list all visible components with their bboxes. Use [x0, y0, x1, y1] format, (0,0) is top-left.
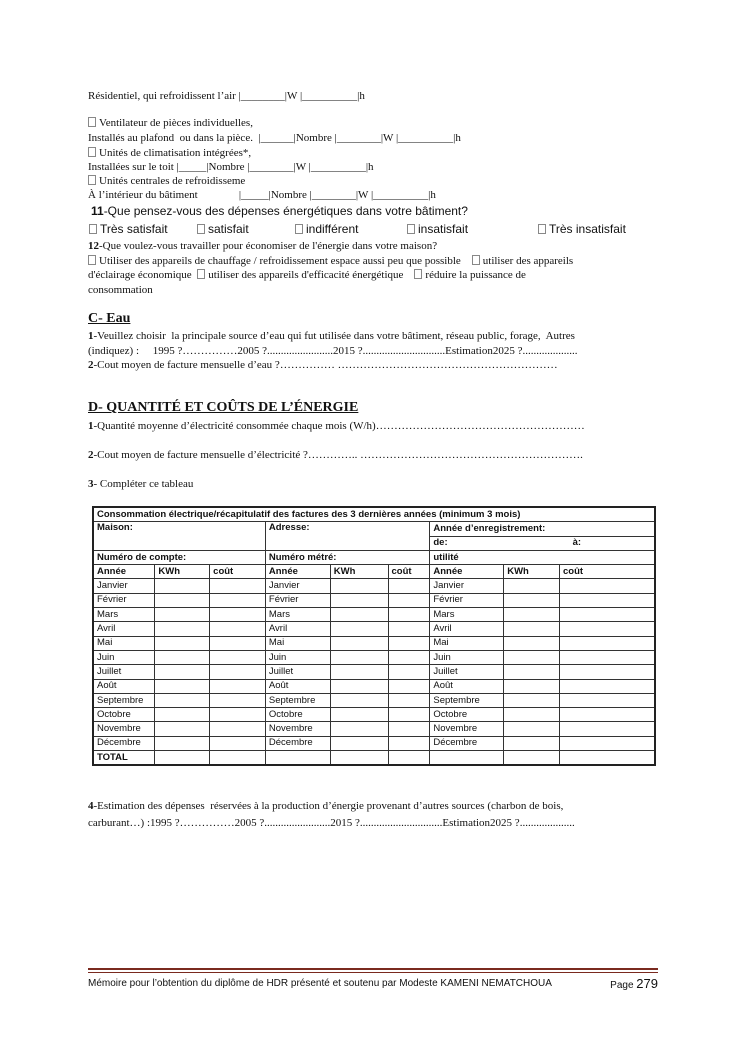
- month-cell: Janvier: [93, 579, 155, 593]
- input-cell[interactable]: [330, 736, 388, 750]
- input-cell[interactable]: [388, 579, 430, 593]
- input-cell[interactable]: [504, 636, 560, 650]
- input-cell[interactable]: [155, 622, 210, 636]
- ac-option[interactable]: Unités de climatisation intégrées*,: [88, 147, 251, 160]
- input-cell[interactable]: [210, 736, 266, 750]
- checkbox[interactable]: [295, 224, 303, 234]
- section-c-title: C- Eau: [88, 311, 131, 326]
- central-option[interactable]: Unités centrales de refroidisseme: [88, 175, 245, 188]
- input-cell[interactable]: [155, 579, 210, 593]
- q11-option-insatisfait[interactable]: insatisfait: [407, 222, 468, 236]
- annee-enregistrement-cell: Année d’enregistrement:: [430, 522, 655, 536]
- month-cell: Octobre: [265, 708, 330, 722]
- month-cell: Août: [430, 679, 504, 693]
- column-header: Année: [265, 565, 330, 579]
- fan-detail: Installés au plafond ou dans la pièce. |______|Nombre |________|W |__________|h: [88, 132, 461, 144]
- checkbox[interactable]: [414, 269, 422, 279]
- input-cell[interactable]: [265, 751, 330, 766]
- input-cell[interactable]: [504, 622, 560, 636]
- fan-option[interactable]: Ventilateur de pièces individuelles,: [88, 117, 253, 130]
- input-cell[interactable]: [155, 722, 210, 736]
- checkbox[interactable]: [197, 224, 205, 234]
- input-cell[interactable]: [155, 608, 210, 622]
- month-cell: Avril: [93, 622, 155, 636]
- q11-option-satisfait[interactable]: satisfait: [197, 222, 249, 236]
- input-cell[interactable]: [504, 693, 560, 707]
- column-header: Année: [430, 565, 504, 579]
- month-cell: Août: [93, 679, 155, 693]
- input-cell[interactable]: [559, 636, 655, 650]
- month-cell: Novembre: [265, 722, 330, 736]
- q12-line3: consommation: [88, 284, 153, 296]
- month-cell: Mai: [430, 636, 504, 650]
- cooling-line: Résidentiel, qui refroidissent l’air |________|W |__________|h: [88, 90, 365, 102]
- input-cell[interactable]: [330, 693, 388, 707]
- month-cell: Juillet: [430, 665, 504, 679]
- checkbox[interactable]: [88, 117, 96, 127]
- input-cell[interactable]: [504, 708, 560, 722]
- input-cell[interactable]: [210, 679, 266, 693]
- input-cell[interactable]: [155, 679, 210, 693]
- table-row: [93, 679, 655, 693]
- input-cell[interactable]: [388, 622, 430, 636]
- de-a-cell: de: à:: [430, 536, 655, 550]
- month-cell: Décembre: [430, 736, 504, 750]
- question-11: 11-Que pensez-vous des dépenses énergétiques dans votre bâtiment?: [91, 204, 468, 218]
- input-cell[interactable]: [504, 593, 560, 607]
- input-cell[interactable]: [388, 679, 430, 693]
- month-cell: Avril: [430, 622, 504, 636]
- q12-line1: Utiliser des appareils de chauffage / refroidissement espace aussi peu que possible utiliser des appareils: [88, 255, 573, 268]
- month-cell: Avril: [265, 622, 330, 636]
- input-cell[interactable]: [330, 679, 388, 693]
- input-cell[interactable]: [155, 636, 210, 650]
- month-cell: Novembre: [430, 722, 504, 736]
- table-row: [93, 650, 655, 664]
- input-cell[interactable]: [504, 751, 560, 766]
- month-cell: Janvier: [430, 579, 504, 593]
- input-cell[interactable]: [504, 736, 560, 750]
- section-d-title: D- QUANTITÉ ET COÛTS DE L’ÉNERGIE: [88, 400, 359, 415]
- q12-line2: d'éclairage économique utiliser des appareils d'efficacité énergétique réduire la puissance de: [88, 269, 526, 281]
- section-c-q1-line2: (indiquez) : 1995 ?……………2005 ?........................2015 ?..............................Estimation2025 ?....................: [88, 345, 578, 357]
- input-cell[interactable]: [559, 665, 655, 679]
- checkbox[interactable]: [197, 269, 205, 279]
- month-cell: Février: [93, 593, 155, 607]
- column-header: coût: [210, 565, 266, 579]
- month-cell: Mars: [265, 608, 330, 622]
- checkbox[interactable]: [89, 224, 97, 234]
- input-cell[interactable]: [388, 650, 430, 664]
- q11-option-indifferent[interactable]: indifférent: [295, 222, 358, 236]
- input-cell[interactable]: [504, 579, 560, 593]
- input-cell[interactable]: [155, 693, 210, 707]
- input-cell[interactable]: [430, 751, 504, 766]
- section-c-q1: 1-Veuillez choisir la principale source d’eau qui fut utilisée dans votre bâtiment, réseau public, forage, Autres: [88, 330, 575, 342]
- column-header: Année: [93, 565, 155, 579]
- input-cell[interactable]: [388, 722, 430, 736]
- input-cell[interactable]: [210, 708, 266, 722]
- input-cell[interactable]: [330, 708, 388, 722]
- input-cell[interactable]: [388, 665, 430, 679]
- table-title: Consommation électrique/récapitulatif des factures des 3 dernières années (minimum 3 mois): [93, 507, 655, 522]
- input-cell[interactable]: [155, 751, 210, 766]
- input-cell[interactable]: [388, 736, 430, 750]
- month-cell: Octobre: [93, 708, 155, 722]
- month-cell: Septembre: [265, 693, 330, 707]
- column-header: KWh: [504, 565, 560, 579]
- input-cell[interactable]: [504, 608, 560, 622]
- question-12: 12-Que voulez-vous travailler pour économiser de l'énergie dans votre maison?: [88, 240, 438, 252]
- input-cell[interactable]: [504, 665, 560, 679]
- checkbox[interactable]: [88, 147, 96, 157]
- section-d-q2: 2-Cout moyen de facture mensuelle d’électricité ?………….. …………………………………………………….: [88, 449, 583, 461]
- input-cell[interactable]: [330, 593, 388, 607]
- month-cell: Juin: [265, 650, 330, 664]
- input-cell[interactable]: [504, 650, 560, 664]
- checkbox[interactable]: [538, 224, 546, 234]
- input-cell[interactable]: [330, 636, 388, 650]
- month-cell: Février: [265, 593, 330, 607]
- adresse-cell: Adresse:: [265, 522, 429, 551]
- input-cell[interactable]: [155, 593, 210, 607]
- input-cell[interactable]: [559, 650, 655, 664]
- section-c-q2: 2-Cout moyen de facture mensuelle d’eau ?…………… ……………………………………………………: [88, 359, 558, 371]
- section-d-q4: 4-Estimation des dépenses réservées à la production d’énergie provenant d’autres sources (charbon de bois,: [88, 800, 564, 812]
- ac-detail: Installées sur le toit |_____|Nombre |________|W |__________|h: [88, 161, 374, 173]
- input-cell[interactable]: [210, 608, 266, 622]
- input-cell[interactable]: [388, 608, 430, 622]
- input-cell[interactable]: [559, 608, 655, 622]
- input-cell[interactable]: [388, 708, 430, 722]
- q11-option-tres-satisfait[interactable]: Très satisfait: [89, 222, 168, 236]
- numero-compte-cell: Numéro de compte:: [93, 550, 265, 564]
- input-cell[interactable]: [559, 679, 655, 693]
- month-cell: Mai: [265, 636, 330, 650]
- input-cell[interactable]: [210, 693, 266, 707]
- input-cell[interactable]: [388, 693, 430, 707]
- column-header: coût: [559, 565, 655, 579]
- table-row: [93, 736, 655, 750]
- column-header: coût: [388, 565, 430, 579]
- total-cell: TOTAL: [93, 751, 155, 766]
- table-row: [93, 693, 655, 707]
- month-cell: Novembre: [93, 722, 155, 736]
- input-cell[interactable]: [330, 622, 388, 636]
- month-cell: Février: [430, 593, 504, 607]
- input-cell[interactable]: [210, 665, 266, 679]
- utilite-cell: utilité: [430, 550, 655, 564]
- input-cell[interactable]: [559, 751, 655, 766]
- table-row: [93, 579, 655, 593]
- input-cell[interactable]: [210, 579, 266, 593]
- section-d-q3: 3- Compléter ce tableau: [88, 478, 194, 490]
- month-cell: Mars: [93, 608, 155, 622]
- section-d-q1: 1-Quantité moyenne d’électricité consommée chaque mois (W/h)…………………………………………………: [88, 420, 585, 432]
- checkbox[interactable]: [88, 255, 96, 265]
- input-cell[interactable]: [559, 736, 655, 750]
- input-cell[interactable]: [330, 751, 388, 766]
- input-cell[interactable]: [388, 593, 430, 607]
- input-cell[interactable]: [330, 722, 388, 736]
- month-cell: Mai: [93, 636, 155, 650]
- input-cell[interactable]: [210, 751, 266, 766]
- table-row: [93, 622, 655, 636]
- month-cell: Septembre: [93, 693, 155, 707]
- checkbox[interactable]: [407, 224, 415, 234]
- month-cell: Septembre: [430, 693, 504, 707]
- input-cell[interactable]: [210, 636, 266, 650]
- table-row: [93, 722, 655, 736]
- input-cell[interactable]: [388, 636, 430, 650]
- input-cell[interactable]: [330, 650, 388, 664]
- table-row: [93, 636, 655, 650]
- input-cell[interactable]: [210, 593, 266, 607]
- maison-cell: Maison:: [93, 522, 265, 551]
- input-cell[interactable]: [330, 608, 388, 622]
- footer-text: Mémoire pour l’obtention du diplôme de HDR présenté et soutenu par Modeste KAMENI NEMATCHOUA: [88, 978, 552, 989]
- input-cell[interactable]: [155, 736, 210, 750]
- input-cell[interactable]: [388, 751, 430, 766]
- input-cell[interactable]: [330, 579, 388, 593]
- table-row: [93, 608, 655, 622]
- input-cell[interactable]: [504, 679, 560, 693]
- section-d-q4-line2: carburant…) :1995 ?……………2005 ?........................2015 ?..............................Estimation2025 ?....................: [88, 817, 575, 829]
- footer-rule: [88, 968, 658, 970]
- input-cell[interactable]: [504, 722, 560, 736]
- month-cell: Janvier: [265, 579, 330, 593]
- input-cell[interactable]: [559, 579, 655, 593]
- month-cell: Mars: [430, 608, 504, 622]
- footer: [88, 978, 658, 989]
- page-number: Page 279: [610, 976, 658, 991]
- input-cell[interactable]: [330, 665, 388, 679]
- table-row: [93, 708, 655, 722]
- input-cell[interactable]: [559, 722, 655, 736]
- table-row: [93, 593, 655, 607]
- column-header: KWh: [330, 565, 388, 579]
- month-cell: Octobre: [430, 708, 504, 722]
- input-cell[interactable]: [559, 593, 655, 607]
- checkbox[interactable]: [88, 175, 96, 185]
- column-header: KWh: [155, 565, 210, 579]
- input-cell[interactable]: [210, 722, 266, 736]
- input-cell[interactable]: [210, 622, 266, 636]
- q11-option-tres-insatisfait[interactable]: Très insatisfait: [538, 222, 626, 236]
- input-cell[interactable]: [155, 665, 210, 679]
- table-row: [93, 665, 655, 679]
- checkbox[interactable]: [472, 255, 480, 265]
- input-cell[interactable]: [559, 693, 655, 707]
- input-cell[interactable]: [155, 708, 210, 722]
- consumption-table: [92, 506, 656, 766]
- input-cell[interactable]: [155, 650, 210, 664]
- input-cell[interactable]: [559, 708, 655, 722]
- month-cell: Décembre: [265, 736, 330, 750]
- month-cell: Juin: [93, 650, 155, 664]
- month-cell: Juillet: [93, 665, 155, 679]
- month-cell: Juillet: [265, 665, 330, 679]
- input-cell[interactable]: [210, 650, 266, 664]
- central-detail: À l’intérieur du bâtiment |_____|Nombre |________|W |__________|h: [88, 189, 436, 201]
- footer-rule: [88, 972, 658, 973]
- month-cell: Juin: [430, 650, 504, 664]
- numero-metre-cell: Numéro métré:: [265, 550, 429, 564]
- month-cell: Août: [265, 679, 330, 693]
- month-cell: Décembre: [93, 736, 155, 750]
- input-cell[interactable]: [559, 622, 655, 636]
